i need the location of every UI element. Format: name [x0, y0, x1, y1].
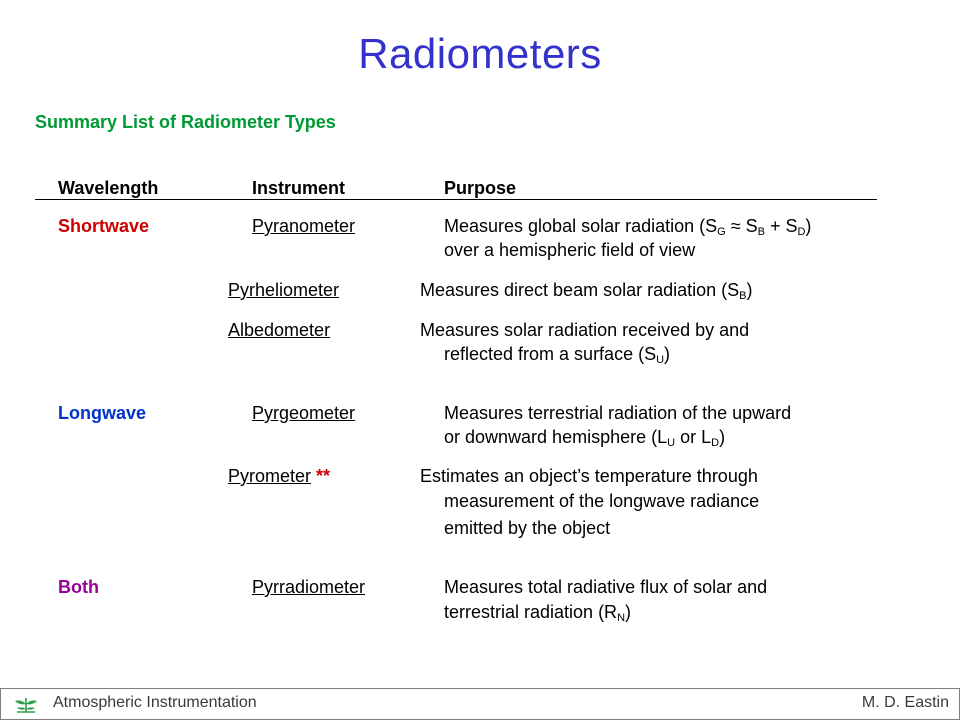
purpose-pyranometer-line2: over a hemispheric field of view [444, 240, 696, 260]
header-wavelength: Wavelength [58, 178, 159, 198]
purpose-pyrheliometer-line1: Measures direct beam solar radiation $(S_B)$ [420, 280, 753, 302]
purpose-pyranometer-line1: Measures global solar radiation $(S_G \approx S_B + S_D)$ [444, 216, 812, 238]
purpose-pyrometer-line1: Estimates an object’s temperature through [420, 466, 758, 486]
purpose-pyrgeometer-line1: Measures terrestrial radiation of the upward [444, 403, 792, 423]
instrument-pyrometer: Pyrometer ** [228, 466, 331, 486]
purpose-pyrometer-line3: emitted by the object [444, 518, 611, 538]
purpose-albedometer-line1: Measures solar radiation received by and [420, 320, 750, 340]
purpose-pyrradiometer-line2: terrestrial radiation $(R_N)$ [444, 602, 632, 624]
instrument-pyrradiometer: Pyrradiometer [252, 577, 366, 597]
category-longwave: Longwave [58, 403, 147, 423]
plant-logo-icon [14, 695, 38, 713]
footer-course-title: Atmospheric Instrumentation [53, 694, 257, 711]
instrument-pyrgeometer: Pyrgeometer [252, 403, 356, 423]
category-both: Both [58, 577, 99, 597]
instrument-pyrheliometer: Pyrheliometer [228, 280, 340, 300]
instrument-pyranometer: Pyranometer [252, 216, 356, 236]
footer-bar [0, 688, 960, 720]
purpose-pyrradiometer-line1: Measures total radiative flux of solar and [444, 577, 768, 597]
header-purpose: Purpose [444, 178, 517, 198]
category-shortwave: Shortwave [58, 216, 150, 236]
purpose-pyrometer-line2: measurement of the longwave radiance [444, 491, 760, 511]
purpose-pyrgeometer-line2: or downward hemisphere ($L_U$ or $L_D$) [444, 427, 726, 449]
purpose-albedometer-line2: reflected from a surface $(S_U)$ [444, 344, 671, 366]
header-instrument: Instrument [252, 178, 346, 198]
footer-author: M. D. Eastin [861, 694, 949, 711]
instrument-albedometer: Albedometer [228, 320, 331, 340]
pyrometer-footnote-mark: ** [316, 466, 331, 486]
header-rule [35, 199, 877, 200]
section-subtitle: Summary List of Radiometer Types [35, 112, 336, 132]
page-title: Radiometers [358, 30, 602, 77]
